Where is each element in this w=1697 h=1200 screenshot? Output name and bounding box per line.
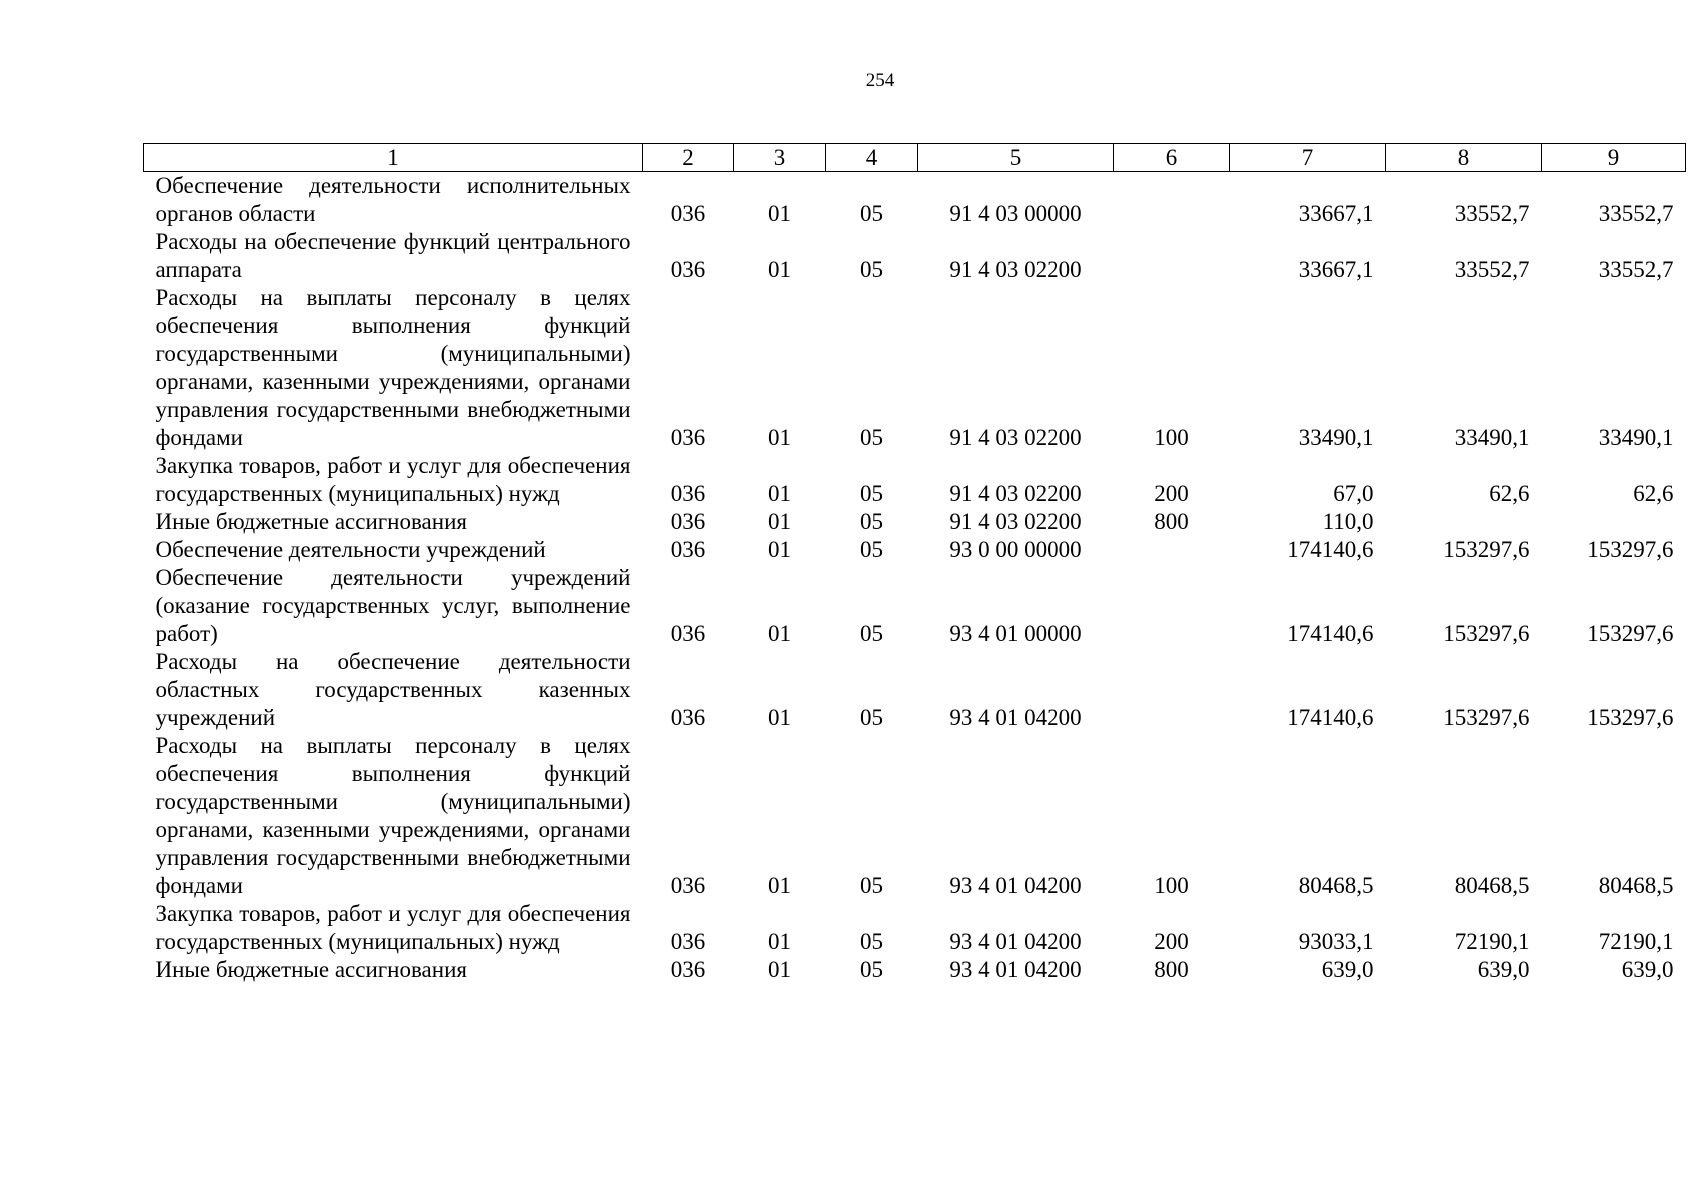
amount-col-8: 33552,7 — [1454, 257, 1530, 282]
item-name: Обеспечение деятельности учреждений (оказание государственных услуг, выполнение работ) — [155, 565, 631, 646]
column-header: 8 — [1386, 144, 1542, 172]
subsection-code: 05 — [860, 705, 883, 730]
section-code: 01 — [768, 537, 791, 562]
item-name: Обеспечение деятельности учреждений — [155, 537, 546, 562]
item-name: Закупка товаров, работ и услуг для обеспечения государственных (муниципальных) нужд — [155, 453, 631, 506]
amount-col-8: 80468,5 — [1454, 873, 1530, 898]
target-article-code: 93 4 01 04200 — [949, 873, 1082, 898]
column-header: 7 — [1230, 144, 1386, 172]
amount-col-8: 153297,6 — [1443, 705, 1530, 730]
table-row — [144, 900, 1686, 956]
table-row — [144, 648, 1686, 732]
amount-col-7: 174140,6 — [1287, 537, 1374, 562]
target-article-code: 93 4 01 04200 — [949, 957, 1082, 982]
admin-code: 036 — [670, 705, 706, 730]
amount-col-7: 33490,1 — [1298, 425, 1374, 450]
amount-col-7: 110,0 — [1322, 509, 1374, 534]
admin-code: 036 — [670, 621, 706, 646]
item-name: Расходы на обеспечение функций центрального аппарата — [155, 229, 631, 282]
item-name: Закупка товаров, работ и услуг для обеспечения государственных (муниципальных) нужд — [155, 901, 631, 954]
amount-col-9: 80468,5 — [1598, 873, 1674, 898]
admin-code: 036 — [670, 425, 706, 450]
target-article-code: 91 4 03 02200 — [949, 509, 1082, 534]
amount-col-9 — [1542, 508, 1686, 536]
section-code: 01 — [768, 481, 791, 506]
admin-code: 036 — [670, 201, 706, 226]
admin-code: 036 — [670, 537, 706, 562]
expense-type-code: 800 — [1154, 509, 1189, 534]
amount-col-7: 639,0 — [1321, 957, 1374, 982]
subsection-code: 05 — [860, 509, 883, 534]
table-row — [144, 452, 1686, 508]
amount-col-8: 639,0 — [1477, 957, 1530, 982]
column-header: 5 — [918, 144, 1114, 172]
expense-type-code: 800 — [1154, 957, 1189, 982]
section-code: 01 — [768, 201, 791, 226]
expense-type-code: 100 — [1154, 873, 1189, 898]
amount-col-8: 33490,1 — [1454, 425, 1530, 450]
amount-col-9: 153297,6 — [1587, 705, 1674, 730]
item-name: Расходы на обеспечение деятельности областных государственных казенных учреждений — [155, 649, 631, 730]
section-code: 01 — [768, 705, 791, 730]
subsection-code: 05 — [860, 537, 883, 562]
amount-col-9: 33552,7 — [1598, 257, 1674, 282]
amount-col-7: 33667,1 — [1298, 257, 1374, 282]
expense-type-code: 100 — [1154, 425, 1189, 450]
admin-code: 036 — [670, 929, 706, 954]
subsection-code: 05 — [860, 957, 883, 982]
admin-code: 036 — [670, 873, 706, 898]
item-name: Иные бюджетные ассигнования — [155, 509, 467, 534]
target-article-code: 93 4 01 00000 — [949, 621, 1082, 646]
table-body — [144, 172, 1686, 985]
amount-col-8 — [1386, 508, 1542, 536]
amount-col-9: 33552,7 — [1598, 201, 1674, 226]
section-code: 01 — [768, 929, 791, 954]
amount-col-9: 33490,1 — [1598, 425, 1674, 450]
column-header: 9 — [1542, 144, 1686, 172]
admin-code: 036 — [670, 957, 706, 982]
expense-type-code: 200 — [1154, 481, 1189, 506]
column-header: 4 — [826, 144, 918, 172]
amount-col-7: 67,0 — [1333, 481, 1374, 506]
target-article-code: 93 0 00 00000 — [949, 537, 1082, 562]
target-article-code: 93 4 01 04200 — [949, 705, 1082, 730]
table-row — [144, 732, 1686, 900]
amount-col-7: 93033,1 — [1298, 929, 1374, 954]
admin-code: 036 — [670, 509, 706, 534]
section-code: 01 — [768, 873, 791, 898]
amount-col-9: 72190,1 — [1598, 929, 1674, 954]
column-header: 6 — [1114, 144, 1230, 172]
section-code: 01 — [768, 621, 791, 646]
column-header: 3 — [734, 144, 826, 172]
expense-type-code — [1114, 564, 1230, 648]
column-header: 1 — [144, 144, 643, 172]
amount-col-8: 62,6 — [1489, 481, 1530, 506]
budget-table — [143, 143, 1686, 984]
amount-col-7: 174140,6 — [1287, 705, 1374, 730]
expense-type-code — [1114, 172, 1230, 229]
table-row — [144, 228, 1686, 284]
subsection-code: 05 — [860, 873, 883, 898]
amount-col-9: 639,0 — [1621, 957, 1674, 982]
target-article-code: 91 4 03 00000 — [949, 201, 1082, 226]
amount-col-7: 33667,1 — [1298, 201, 1374, 226]
section-code: 01 — [768, 509, 791, 534]
expense-type-code — [1114, 228, 1230, 284]
expense-type-code — [1114, 536, 1230, 564]
subsection-code: 05 — [860, 929, 883, 954]
subsection-code: 05 — [860, 425, 883, 450]
table-row — [144, 284, 1686, 452]
budget-table-container — [143, 143, 1685, 984]
table-row — [144, 956, 1686, 984]
table-row — [144, 172, 1686, 229]
item-name: Обеспечение деятельности исполнительных органов области — [155, 173, 631, 226]
subsection-code: 05 — [860, 257, 883, 282]
item-name: Расходы на выплаты персоналу в целях обеспечения выполнения функций государственными (муниципальными) органами, казенными учреждениями, органами управления государственными внебюджетными фондами — [155, 733, 631, 898]
table-row — [144, 564, 1686, 648]
item-name: Расходы на выплаты персоналу в целях обеспечения выполнения функций государственными (муниципальными) органами, казенными учреждениями, органами управления государственными внебюджетными фондами — [155, 285, 631, 450]
admin-code: 036 — [670, 481, 706, 506]
table-row — [144, 536, 1686, 564]
subsection-code: 05 — [860, 481, 883, 506]
admin-code: 036 — [670, 257, 706, 282]
target-article-code: 93 4 01 04200 — [949, 929, 1082, 954]
target-article-code: 91 4 03 02200 — [949, 257, 1082, 282]
section-code: 01 — [768, 957, 791, 982]
amount-col-8: 33552,7 — [1454, 201, 1530, 226]
subsection-code: 05 — [860, 201, 883, 226]
target-article-code: 91 4 03 02200 — [949, 481, 1082, 506]
column-number-header — [144, 144, 1686, 172]
amount-col-7: 80468,5 — [1298, 873, 1374, 898]
amount-col-8: 153297,6 — [1443, 621, 1530, 646]
amount-col-9: 153297,6 — [1587, 621, 1674, 646]
expense-type-code — [1114, 648, 1230, 732]
amount-col-9: 62,6 — [1633, 481, 1674, 506]
amount-col-8: 72190,1 — [1454, 929, 1530, 954]
item-name: Иные бюджетные ассигнования — [155, 957, 467, 982]
subsection-code: 05 — [860, 621, 883, 646]
target-article-code: 91 4 03 02200 — [949, 425, 1082, 450]
section-code: 01 — [768, 257, 791, 282]
amount-col-8: 153297,6 — [1443, 537, 1530, 562]
table-row — [144, 508, 1686, 536]
amount-col-9: 153297,6 — [1587, 537, 1674, 562]
column-header: 2 — [643, 144, 734, 172]
section-code: 01 — [768, 425, 791, 450]
expense-type-code: 200 — [1154, 929, 1189, 954]
amount-col-7: 174140,6 — [1287, 621, 1374, 646]
page-number: 254 — [865, 70, 895, 91]
